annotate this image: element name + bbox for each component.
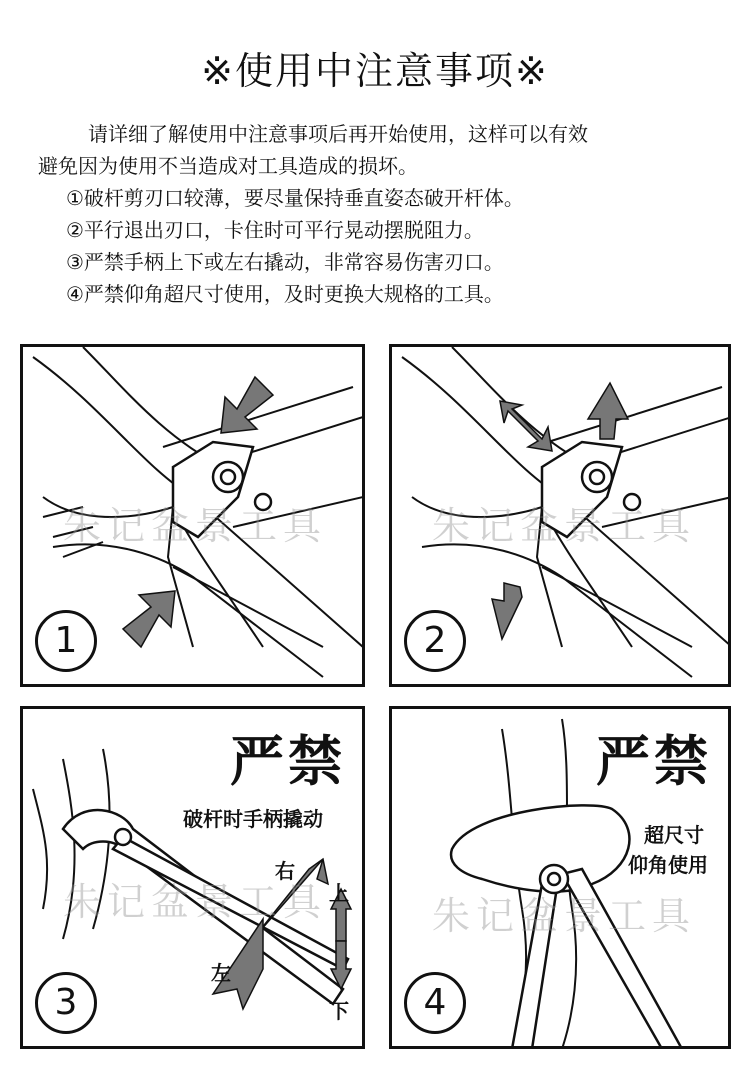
watermark: 朱记盆景工具 [63, 504, 328, 548]
direction-right: 右 [275, 859, 295, 883]
intro-line-2: 避免因为使用不当造成对工具造成的损坏。 [38, 154, 418, 178]
notice-item-3: ③严禁手柄上下或左右撬动，非常容易伤害刃口。 [66, 250, 504, 274]
step-number-4: 4 [404, 972, 466, 1034]
direction-down: 下 [329, 999, 349, 1023]
ban-caption: 破杆时手柄撬动 [183, 807, 323, 831]
ban-heading: 严禁 [230, 730, 346, 793]
direction-left: 左 [211, 961, 231, 985]
illustration-panel-4 [389, 706, 731, 1049]
ban-caption-line-2: 仰角使用 [628, 853, 708, 877]
watermark: 朱记盆景工具 [432, 504, 697, 548]
watermark: 朱记盆景工具 [432, 894, 697, 938]
direction-up: 上 [329, 881, 349, 905]
step-number-2: 2 [404, 610, 466, 672]
ban-caption-line-1: 超尺寸 [644, 823, 704, 847]
page-title: ※使用中注意事项※ [201, 49, 549, 93]
illustration-panel-3 [20, 706, 365, 1049]
illustration-panel-1 [20, 344, 365, 687]
notice-item-2: ②平行退出刃口，卡住时可平行晃动摆脱阻力。 [66, 218, 484, 242]
intro-line-1: 请详细了解使用中注意事项后再开始使用，这样可以有效 [88, 122, 588, 146]
intro-paragraph [38, 118, 718, 182]
ban-heading: 严禁 [596, 730, 712, 793]
notice-item-4: ④严禁仰角超尺寸使用，及时更换大规格的工具。 [66, 282, 504, 306]
step-number-1: 1 [35, 610, 97, 672]
illustration-panel-2 [389, 344, 731, 687]
notice-item-1: ①破杆剪刃口较薄，要尽量保持垂直姿态破开杆体。 [66, 186, 524, 210]
watermark: 朱记盆景工具 [63, 880, 328, 924]
step-number-3: 3 [35, 972, 97, 1034]
notice-list [66, 182, 726, 310]
